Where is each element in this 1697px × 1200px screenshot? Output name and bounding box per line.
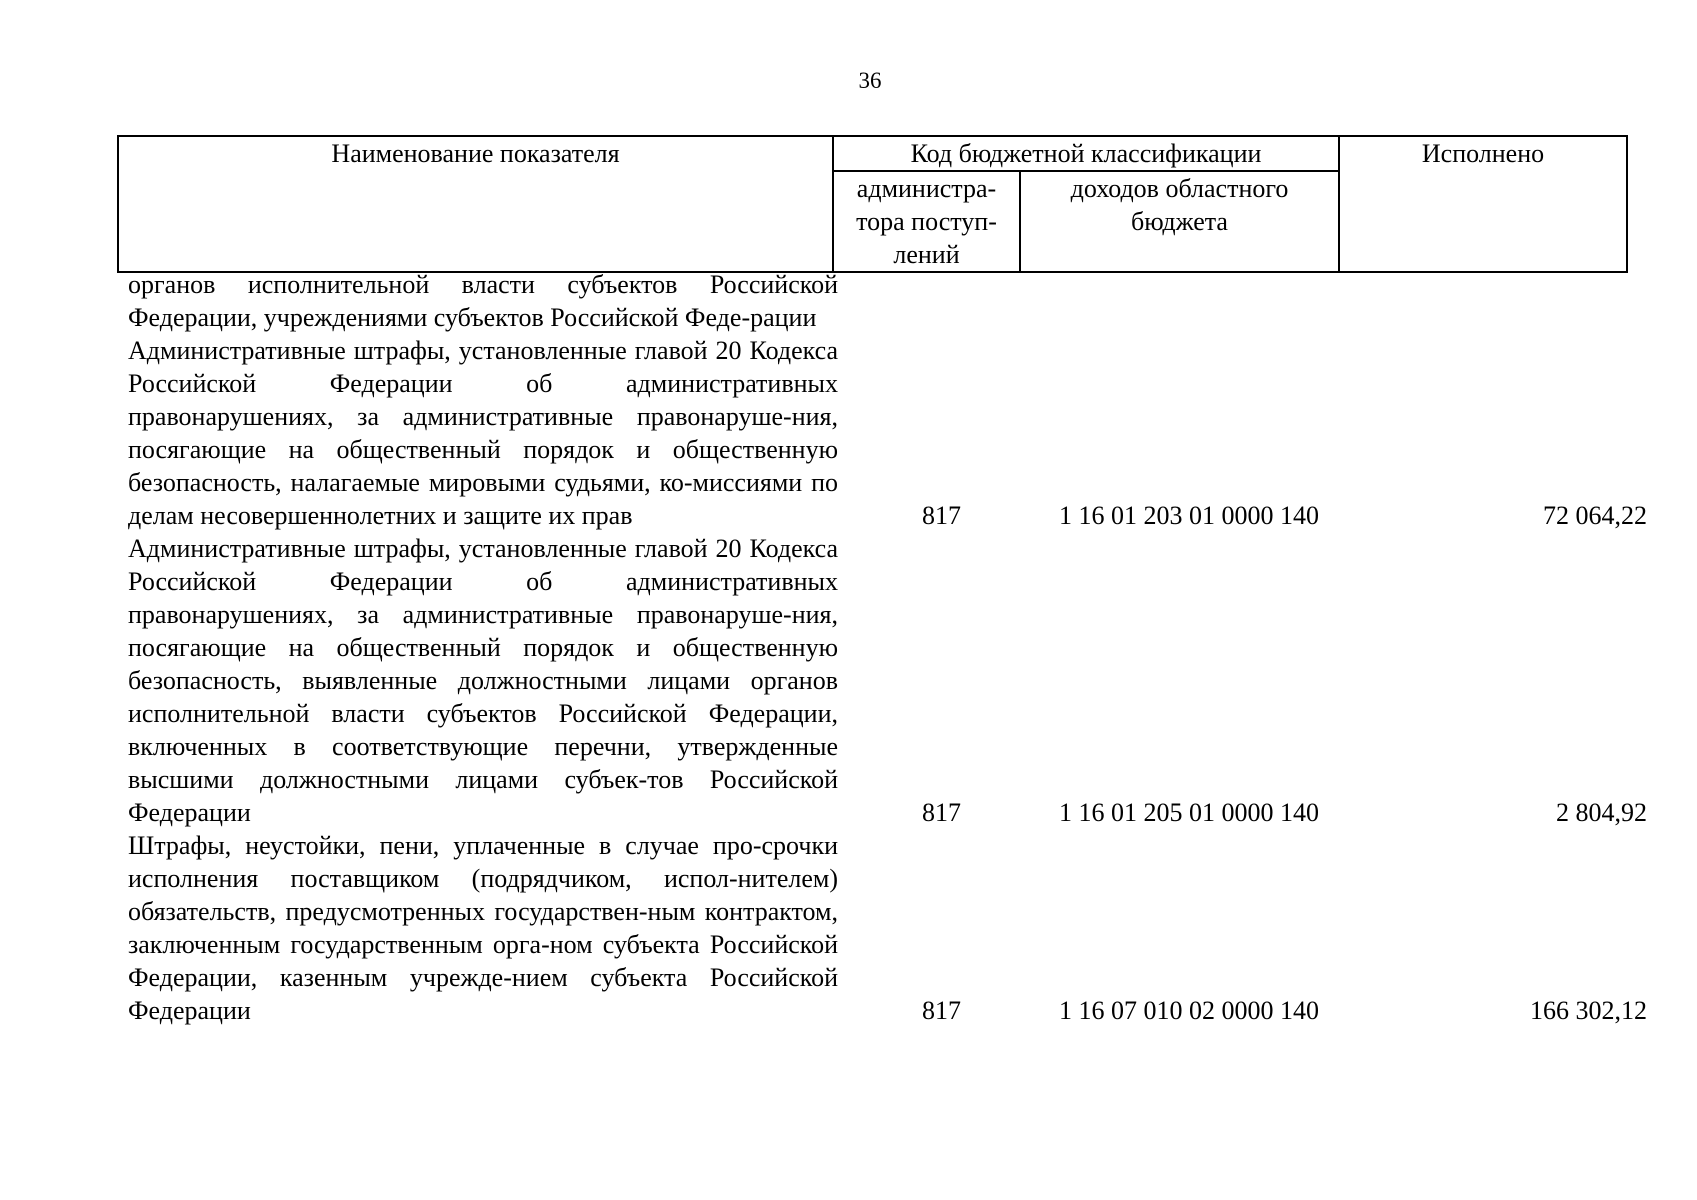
header-code-group: Код бюджетной классификации: [833, 136, 1339, 171]
row-budget-code: 1 16 01 205 01 0000 140: [1059, 798, 1319, 827]
table-row: [0, 532, 1697, 829]
row-admin-code: 817: [922, 798, 961, 827]
row-admin-code: 817: [922, 501, 961, 530]
row-amount: 2 804,92: [1556, 798, 1647, 827]
header-admin-column: администра-тора поступ-лений: [833, 171, 1020, 272]
header-income-column: доходов областного бюджета: [1020, 171, 1339, 272]
header-name-column: Наименование показателя: [118, 136, 833, 272]
row-budget-code: 1 16 01 203 01 0000 140: [1059, 501, 1319, 530]
row-amount: 72 064,22: [1543, 501, 1647, 530]
table-row: [0, 334, 1697, 532]
table-row: [0, 268, 1697, 334]
table-row: [0, 829, 1697, 1027]
row-admin-code: 817: [922, 996, 961, 1025]
row-name: органов исполнительной власти субъектов Российской Федерации, учреждениями субъектов Российской Феде-рации: [128, 270, 838, 332]
row-name: Штрафы, неустойки, пени, уплаченные в случае про-срочки исполнения поставщиком (подрядчиком, испол-нителем) обязательств, предусмотренных государствен-ным контрактом, заключенным государственным орга-ном субъекта Российской Федерации, казенным учрежде-нием субъекта Российской Федерации: [128, 831, 838, 1025]
row-name: Административные штрафы, установленные главой 20 Кодекса Российской Федерации об административных правонарушениях, за административные правонаруше-ния, посягающие на общественный порядок и общественную безопасность, выявленные должностными лицами органов исполнительной власти субъектов Российской Федерации, включенных в соответствующие перечни, утвержденные высшими должностными лицами субъек-тов Российской Федерации: [128, 534, 838, 827]
row-name: Административные штрафы, установленные главой 20 Кодекса Российской Федерации об административных правонарушениях, за административные правонаруше-ния, посягающие на общественный порядок и общественную безопасность, налагаемые мировыми судьями, ко-миссиями по делам несовершеннолетних и защите их прав: [128, 336, 838, 530]
page-number: 36: [858, 68, 882, 93]
row-budget-code: 1 16 07 010 02 0000 140: [1059, 996, 1319, 1025]
header-executed-column: Исполнено: [1339, 136, 1627, 272]
table-header: [117, 135, 1628, 273]
row-amount: 166 302,12: [1530, 996, 1647, 1025]
table-body: [0, 268, 1697, 1027]
